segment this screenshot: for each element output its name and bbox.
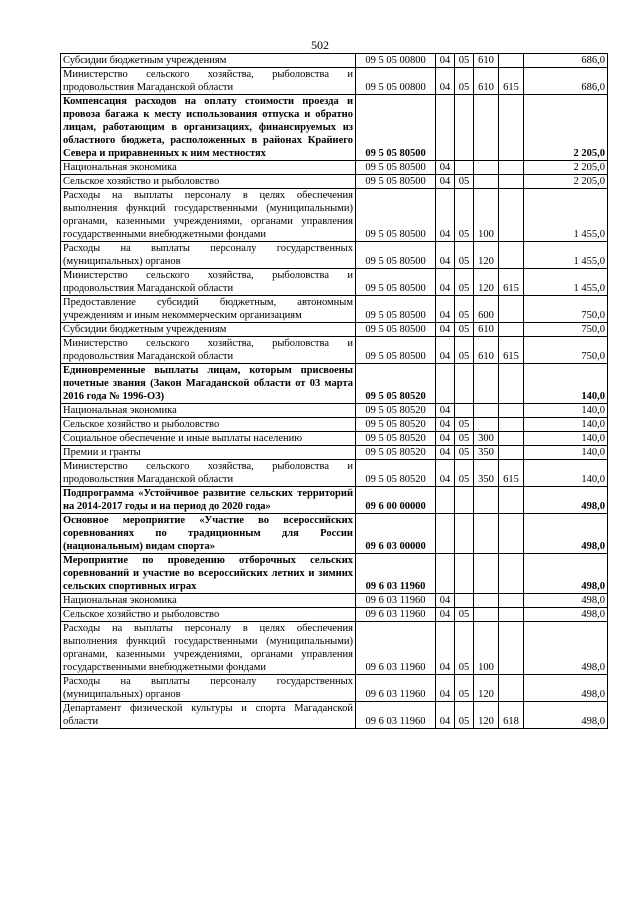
table-row: [61, 269, 608, 296]
row-expense-type: 100: [474, 189, 499, 242]
row-name: Социальное обеспечение и иные выплаты населению: [61, 432, 356, 446]
row-code: 09 5 05 00800: [356, 54, 436, 68]
row-amount: 2 205,0: [524, 175, 608, 189]
row-amount: 498,0: [524, 554, 608, 594]
row-code: 09 5 05 80500: [356, 242, 436, 269]
table-row: [61, 175, 608, 189]
row-code: 09 6 03 11960: [356, 702, 436, 729]
row-subsection: 05: [455, 702, 474, 729]
table-row: [61, 446, 608, 460]
row-code: 09 5 05 80520: [356, 404, 436, 418]
row-administrator: [499, 432, 524, 446]
row-section: [436, 514, 455, 554]
table-row: [61, 554, 608, 594]
row-subsection: 05: [455, 622, 474, 675]
row-subsection: 05: [455, 296, 474, 323]
row-name: Министерство сельского хозяйства, рыболовства и продовольствия Магаданской области: [61, 337, 356, 364]
row-code: 09 5 05 80520: [356, 446, 436, 460]
row-section: 04: [436, 161, 455, 175]
row-name: Департамент физической культуры и спорта Магаданской области: [61, 702, 356, 729]
row-section: 04: [436, 404, 455, 418]
row-expense-type: 120: [474, 242, 499, 269]
row-administrator: [499, 161, 524, 175]
table-row: [61, 702, 608, 729]
row-code: 09 6 03 00000: [356, 514, 436, 554]
row-section: 04: [436, 675, 455, 702]
table-row: [61, 594, 608, 608]
row-section: 04: [436, 608, 455, 622]
row-amount: 498,0: [524, 702, 608, 729]
row-name: Единовременные выплаты лицам, которым присвоены почетные звания (Закон Магаданской области от 03 марта 2016 года № 1996-ОЗ): [61, 364, 356, 404]
row-section: 04: [436, 432, 455, 446]
row-subsection: 05: [455, 269, 474, 296]
row-name: Сельское хозяйство и рыболовство: [61, 175, 356, 189]
row-section: [436, 554, 455, 594]
row-administrator: [499, 594, 524, 608]
row-expense-type: 100: [474, 622, 499, 675]
row-code: 09 6 03 11960: [356, 608, 436, 622]
row-expense-type: [474, 404, 499, 418]
row-subsection: 05: [455, 54, 474, 68]
row-expense-type: [474, 514, 499, 554]
row-subsection: [455, 554, 474, 594]
row-subsection: [455, 594, 474, 608]
row-code: 09 6 03 11960: [356, 594, 436, 608]
row-name: Национальная экономика: [61, 404, 356, 418]
row-administrator: [499, 364, 524, 404]
row-expense-type: 350: [474, 446, 499, 460]
row-administrator: [499, 242, 524, 269]
row-code: 09 6 03 11960: [356, 675, 436, 702]
row-expense-type: [474, 364, 499, 404]
row-amount: 498,0: [524, 594, 608, 608]
row-expense-type: 300: [474, 432, 499, 446]
row-subsection: 05: [455, 242, 474, 269]
row-expense-type: 120: [474, 702, 499, 729]
row-subsection: 05: [455, 189, 474, 242]
row-code: 09 6 03 11960: [356, 622, 436, 675]
row-amount: 140,0: [524, 364, 608, 404]
row-expense-type: 350: [474, 460, 499, 487]
row-code: 09 5 05 80500: [356, 337, 436, 364]
table-row: [61, 364, 608, 404]
row-code: 09 5 05 80500: [356, 296, 436, 323]
row-expense-type: 600: [474, 296, 499, 323]
row-administrator: [499, 514, 524, 554]
table-row: [61, 161, 608, 175]
row-subsection: [455, 514, 474, 554]
row-subsection: 05: [455, 675, 474, 702]
row-administrator: [499, 446, 524, 460]
row-expense-type: 120: [474, 675, 499, 702]
table-row: [61, 404, 608, 418]
row-section: [436, 364, 455, 404]
row-administrator: 615: [499, 269, 524, 296]
row-code: 09 5 05 80520: [356, 460, 436, 487]
row-section: 04: [436, 175, 455, 189]
row-administrator: [499, 54, 524, 68]
row-subsection: [455, 487, 474, 514]
table-row: [61, 95, 608, 161]
row-expense-type: 610: [474, 323, 499, 337]
row-subsection: 05: [455, 323, 474, 337]
row-name: Национальная экономика: [61, 161, 356, 175]
row-amount: 498,0: [524, 675, 608, 702]
row-section: 04: [436, 54, 455, 68]
row-section: 04: [436, 702, 455, 729]
row-expense-type: 120: [474, 269, 499, 296]
row-amount: 498,0: [524, 608, 608, 622]
row-administrator: [499, 189, 524, 242]
row-amount: 2 205,0: [524, 161, 608, 175]
row-subsection: 05: [455, 608, 474, 622]
row-administrator: 615: [499, 68, 524, 95]
row-administrator: 615: [499, 337, 524, 364]
row-name: Сельское хозяйство и рыболовство: [61, 608, 356, 622]
row-name: Основное мероприятие «Участие во всероссийских соревнованиях по традиционным для России (национальным) видам спорта»: [61, 514, 356, 554]
row-subsection: [455, 161, 474, 175]
row-section: 04: [436, 68, 455, 95]
row-subsection: [455, 404, 474, 418]
table-row: [61, 460, 608, 487]
row-code: 09 5 05 80500: [356, 189, 436, 242]
row-name: Премии и гранты: [61, 446, 356, 460]
row-expense-type: 610: [474, 54, 499, 68]
row-name: Расходы на выплаты персоналу государственных (муниципальных) органов: [61, 675, 356, 702]
row-expense-type: [474, 594, 499, 608]
row-amount: 140,0: [524, 404, 608, 418]
row-amount: 140,0: [524, 446, 608, 460]
table-row: [61, 418, 608, 432]
row-amount: 686,0: [524, 68, 608, 95]
table-row: [61, 296, 608, 323]
row-code: 09 5 05 80500: [356, 175, 436, 189]
row-section: 04: [436, 594, 455, 608]
row-code: 09 5 05 80500: [356, 323, 436, 337]
row-code: 09 5 05 80500: [356, 269, 436, 296]
table-row: [61, 323, 608, 337]
row-amount: 498,0: [524, 514, 608, 554]
table-body: [61, 54, 608, 729]
row-subsection: 05: [455, 337, 474, 364]
row-section: 04: [436, 296, 455, 323]
row-amount: 1 455,0: [524, 242, 608, 269]
row-administrator: [499, 296, 524, 323]
row-section: 04: [436, 460, 455, 487]
row-name: Субсидии бюджетным учреждениям: [61, 323, 356, 337]
table-row: [61, 487, 608, 514]
row-name: Предоставление субсидий бюджетным, автономным учреждениям и иным некоммерческим организациям: [61, 296, 356, 323]
table-row: [61, 675, 608, 702]
table-row: [61, 189, 608, 242]
row-amount: 498,0: [524, 487, 608, 514]
row-name: Сельское хозяйство и рыболовство: [61, 418, 356, 432]
row-subsection: 05: [455, 418, 474, 432]
row-name: Расходы на выплаты персоналу в целях обеспечения выполнения функций государственными (муниципальными) органами, казенными учреждениями, органами управления государственными внебюджетными фондами: [61, 622, 356, 675]
budget-table: [60, 53, 608, 729]
row-amount: 750,0: [524, 323, 608, 337]
row-administrator: [499, 323, 524, 337]
row-code: 09 5 05 80500: [356, 161, 436, 175]
row-amount: 140,0: [524, 418, 608, 432]
row-subsection: 05: [455, 432, 474, 446]
row-administrator: [499, 175, 524, 189]
row-amount: 140,0: [524, 460, 608, 487]
row-amount: 750,0: [524, 296, 608, 323]
row-section: 04: [436, 323, 455, 337]
row-amount: 1 455,0: [524, 189, 608, 242]
row-expense-type: [474, 418, 499, 432]
row-amount: 750,0: [524, 337, 608, 364]
row-expense-type: [474, 95, 499, 161]
row-expense-type: [474, 608, 499, 622]
row-expense-type: [474, 554, 499, 594]
row-amount: 140,0: [524, 432, 608, 446]
row-code: 09 5 05 80520: [356, 418, 436, 432]
row-name: Мероприятие по проведению отборочных сельских соревнований и участие во всероссийских летних и зимних сельских спортивных играх: [61, 554, 356, 594]
row-code: 09 5 05 00800: [356, 68, 436, 95]
row-subsection: 05: [455, 68, 474, 95]
row-section: 04: [436, 242, 455, 269]
table-row: [61, 622, 608, 675]
row-subsection: [455, 95, 474, 161]
row-amount: 498,0: [524, 622, 608, 675]
table-row: [61, 432, 608, 446]
row-subsection: 05: [455, 460, 474, 487]
row-name: Расходы на выплаты персоналу государственных (муниципальных) органов: [61, 242, 356, 269]
table-row: [61, 608, 608, 622]
row-name: Подпрограмма «Устойчивое развитие сельских территорий на 2014-2017 годы и на период до 2020 года»: [61, 487, 356, 514]
row-section: 04: [436, 622, 455, 675]
table-row: [61, 337, 608, 364]
row-amount: 1 455,0: [524, 269, 608, 296]
row-code: 09 5 05 80520: [356, 432, 436, 446]
row-section: 04: [436, 337, 455, 364]
row-administrator: 615: [499, 460, 524, 487]
row-expense-type: 610: [474, 337, 499, 364]
row-administrator: 618: [499, 702, 524, 729]
row-name: Национальная экономика: [61, 594, 356, 608]
row-code: 09 6 00 00000: [356, 487, 436, 514]
row-administrator: [499, 95, 524, 161]
row-section: 04: [436, 189, 455, 242]
row-code: 09 5 05 80520: [356, 364, 436, 404]
row-name: Расходы на выплаты персоналу в целях обеспечения выполнения функций государственными (муниципальными) органами, казенными учреждениями, органами управления государственными внебюджетными фондами: [61, 189, 356, 242]
row-section: 04: [436, 418, 455, 432]
row-amount: 2 205,0: [524, 95, 608, 161]
row-administrator: [499, 675, 524, 702]
row-administrator: [499, 622, 524, 675]
row-administrator: [499, 608, 524, 622]
row-expense-type: [474, 161, 499, 175]
row-expense-type: [474, 175, 499, 189]
row-name: Министерство сельского хозяйства, рыболовства и продовольствия Магаданской области: [61, 269, 356, 296]
row-subsection: 05: [455, 175, 474, 189]
table-row: [61, 242, 608, 269]
row-section: [436, 487, 455, 514]
table-row: [61, 54, 608, 68]
row-administrator: [499, 404, 524, 418]
row-expense-type: 610: [474, 68, 499, 95]
page-number: 502: [311, 38, 329, 52]
row-section: [436, 95, 455, 161]
table-row: [61, 514, 608, 554]
row-name: Министерство сельского хозяйства, рыболовства и продовольствия Магаданской области: [61, 460, 356, 487]
table-row: [61, 68, 608, 95]
row-administrator: [499, 487, 524, 514]
row-administrator: [499, 418, 524, 432]
row-name: Министерство сельского хозяйства, рыболовства и продовольствия Магаданской области: [61, 68, 356, 95]
row-section: 04: [436, 446, 455, 460]
row-subsection: 05: [455, 446, 474, 460]
row-name: Компенсация расходов на оплату стоимости проезда и провоза багажа к месту использования отпуска и обратно лицам, работающим в организациях, финансируемых из областного бюджета, расположенных в районах Крайнего Севера и приравненных к ним местностях: [61, 95, 356, 161]
row-code: 09 6 03 11960: [356, 554, 436, 594]
row-section: 04: [436, 269, 455, 296]
row-administrator: [499, 554, 524, 594]
row-expense-type: [474, 487, 499, 514]
row-amount: 686,0: [524, 54, 608, 68]
row-subsection: [455, 364, 474, 404]
row-code: 09 5 05 80500: [356, 95, 436, 161]
row-name: Субсидии бюджетным учреждениям: [61, 54, 356, 68]
